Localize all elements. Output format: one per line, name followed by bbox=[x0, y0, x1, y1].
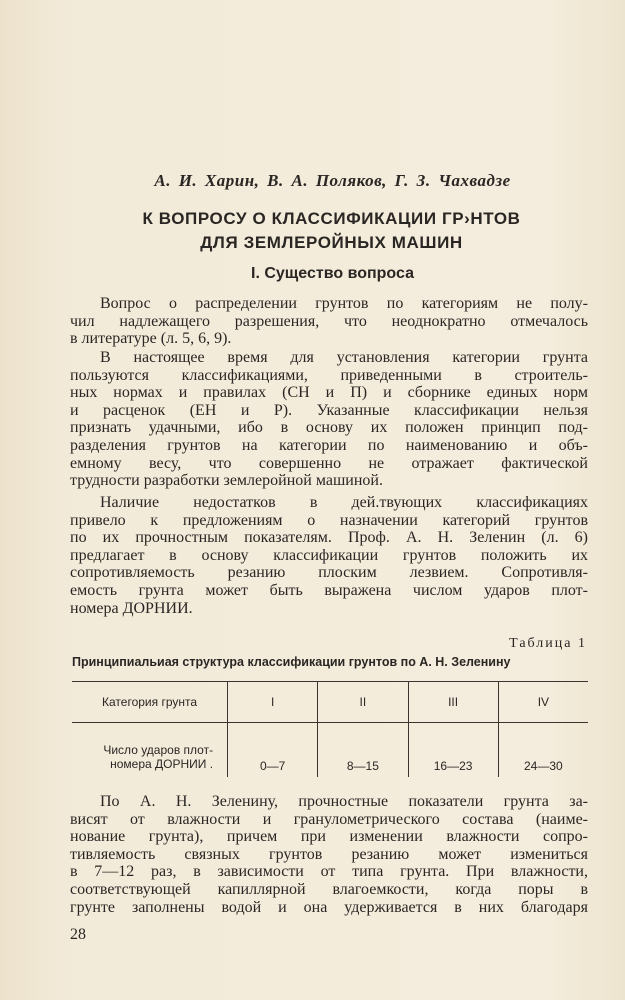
table-cell: 8—15 bbox=[318, 723, 408, 778]
table-cell: 24—30 bbox=[498, 723, 588, 778]
text-line: тивляемость связных грунтов резанию может измениться bbox=[70, 845, 588, 863]
text-line: признать удачными, ибо в основу их положен принцип под- bbox=[70, 419, 588, 437]
text-line: Наличие недостатков в дей.твующих классификациях bbox=[100, 494, 588, 511]
row-label-line-1: Число ударов плот- bbox=[103, 743, 214, 757]
text-line: разделения грунтов на категории по наименованию и объ- bbox=[70, 436, 588, 454]
text-line: пользуются классификациями, приведенными в строитель- bbox=[70, 366, 588, 384]
section-title: I. Существо вопроса bbox=[251, 265, 414, 282]
text-line: Вопрос о распределении грунтов по категориям не полу- bbox=[100, 295, 588, 312]
paragraph-4 bbox=[70, 793, 588, 916]
header-category-4: IV bbox=[498, 682, 588, 723]
page-number: 28 bbox=[70, 926, 86, 943]
paragraph-1 bbox=[70, 295, 588, 348]
text-line: трудности разработки землеройной машиной. bbox=[70, 472, 383, 490]
text-line: предлагает в основу классификации грунтов положить их bbox=[70, 546, 588, 564]
text-line: сопротивляемость резанию плоским лезвием. Сопротивля- bbox=[70, 564, 588, 582]
table-cell: 0—7 bbox=[228, 723, 318, 778]
table-label: Таблица 1 bbox=[509, 636, 587, 651]
text-line: нование грунта), причем при изменении влажности сопро- bbox=[70, 828, 588, 846]
table-row bbox=[72, 723, 588, 778]
text-line: в 7—12 раз, в зависимости от типа грунта. При влажности, bbox=[70, 863, 588, 881]
text-line: емость грунта может быть выражена числом ударов плот- bbox=[70, 581, 588, 599]
text-line: емному весу, что совершенно не отражает фактической bbox=[70, 454, 588, 472]
header-category-2: II bbox=[318, 682, 408, 723]
text-line: По А. Н. Зеленину, прочностные показатели грунта за- bbox=[100, 793, 588, 810]
table-cell: 16—23 bbox=[408, 723, 498, 778]
text-line: ных нормах и правилах (СН и П) и сборнике единых норм bbox=[70, 384, 588, 402]
table-header-row bbox=[72, 682, 588, 723]
text-line: В настоящее время для установления категории грунта bbox=[100, 349, 588, 366]
header-category-label: Категория грунта bbox=[102, 695, 198, 709]
header-category-1: I bbox=[228, 682, 318, 723]
article-title bbox=[0, 207, 625, 255]
header-category-3: III bbox=[408, 682, 498, 723]
text-line: соответствующей капиллярной влагоемкости, когда поры в bbox=[70, 880, 588, 898]
text-line: номера ДОРНИИ. bbox=[70, 599, 193, 617]
paragraph-3 bbox=[70, 494, 588, 617]
title-line-2: ДЛЯ ЗЕМЛЕРОЙНЫХ МАШИН bbox=[200, 233, 463, 252]
row-label-line-2: номера ДОРНИИ . bbox=[110, 757, 214, 771]
text-line: и расценок (ЕН и Р). Указанные классификации нельзя bbox=[70, 401, 588, 419]
paragraph-2 bbox=[70, 349, 588, 490]
authors: А. И. Харин, В. А. Поляков, Г. З. Чахвадзе bbox=[154, 171, 511, 190]
text-line: в литературе (л. 5, 6, 9). bbox=[70, 330, 232, 348]
table-caption: Принципиальиая структура классификации грунтов по А. Н. Зеленину bbox=[72, 655, 511, 669]
classification-table bbox=[72, 681, 588, 777]
text-line: чил надлежащего разрешения, что неоднократно отмечалось bbox=[70, 312, 588, 330]
text-line: висят от влажности и гранулометрического состава (наиме- bbox=[70, 810, 588, 828]
text-line: привело к предложениям о назначении категорий грунтов bbox=[70, 511, 588, 529]
row-label bbox=[72, 723, 228, 778]
text-line: грунте заполнены водой и она удерживается в них благодаря bbox=[70, 898, 588, 916]
title-line-1: К ВОПРОСУ О КЛАССИФИКАЦИИ ГР›НТОВ bbox=[142, 209, 521, 228]
text-line: по их прочностным показателям. Проф. А. Н. Зеленин (л. 6) bbox=[70, 529, 588, 547]
